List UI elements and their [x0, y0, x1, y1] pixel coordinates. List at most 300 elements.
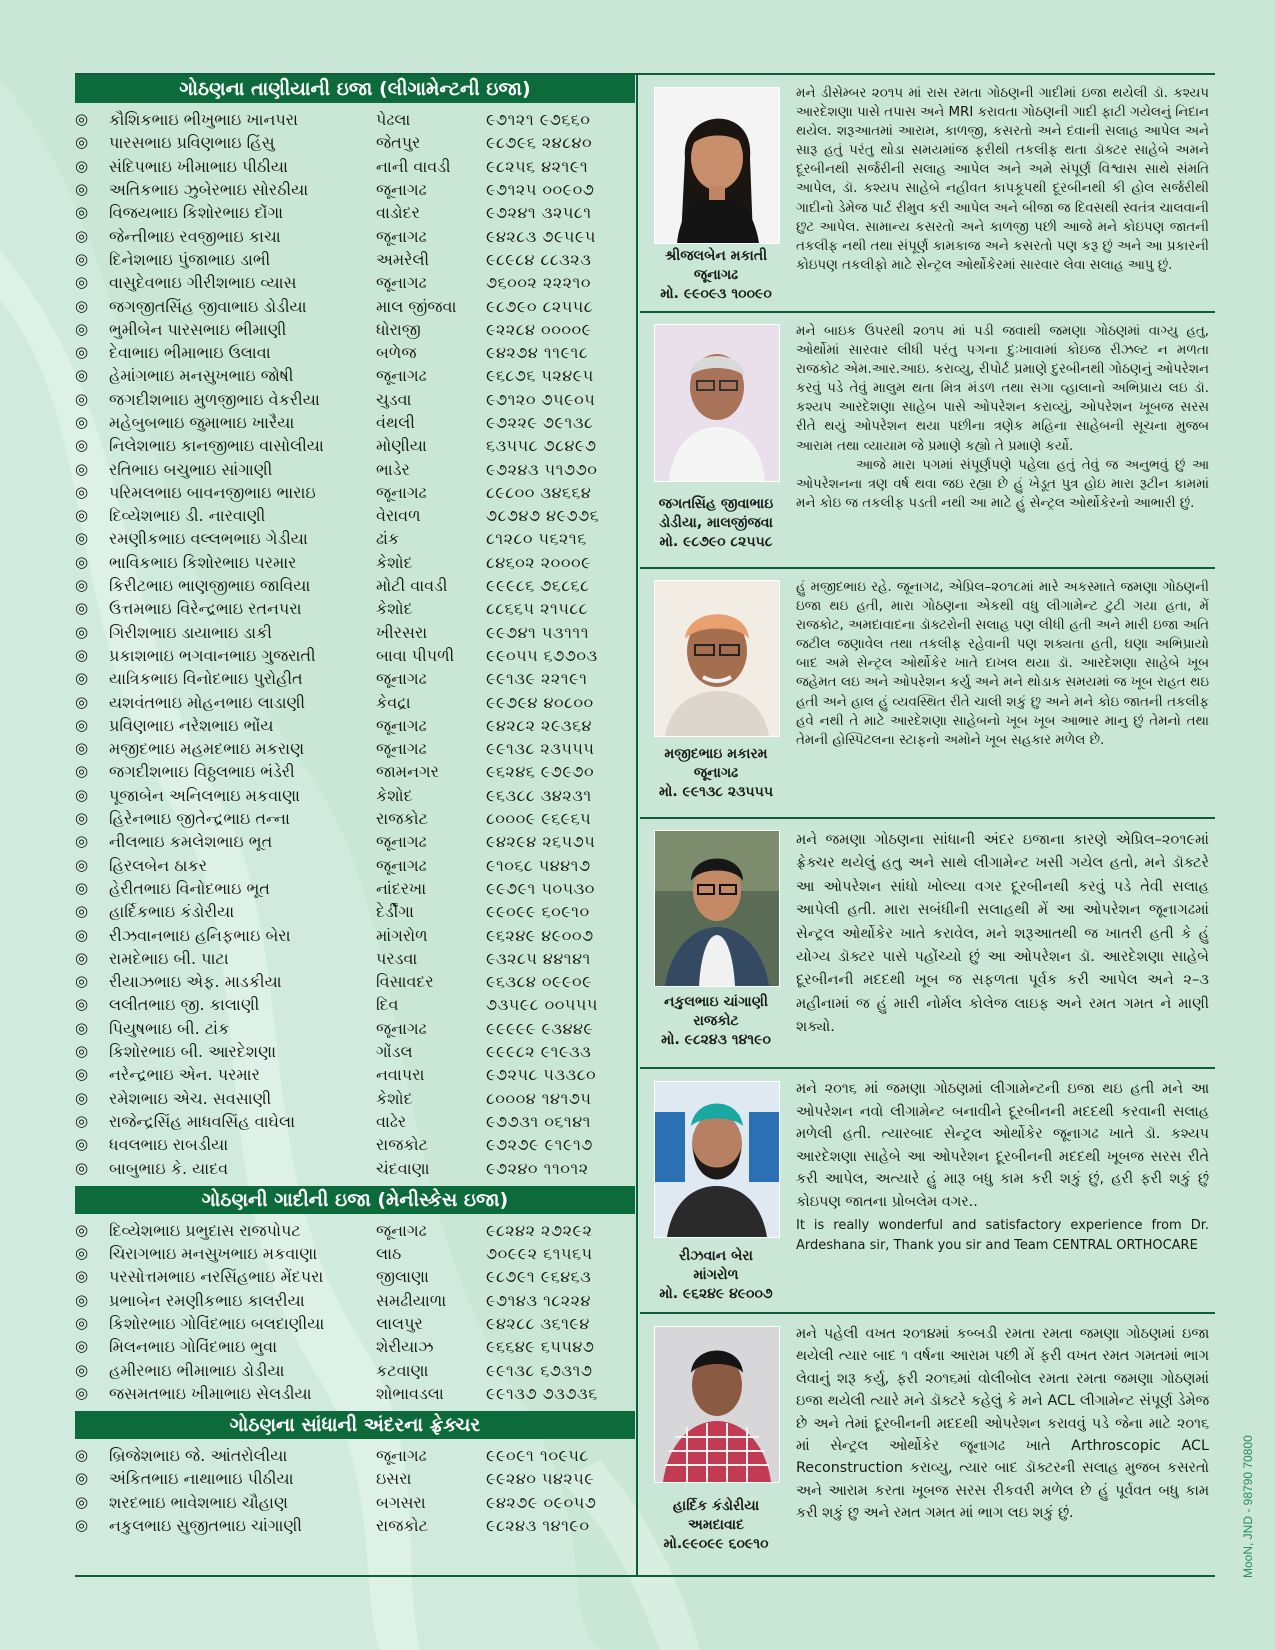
list-item	[75, 388, 635, 411]
patient-city: જૂનાગઢ	[376, 273, 427, 293]
patient-caption	[640, 247, 792, 304]
patient-name: ધવલભાઇ રાબડીયા	[109, 1135, 229, 1155]
patient-name: નિલેશભાઇ કાનજીભાઇ વાસોલીયા	[109, 436, 324, 456]
patient-phone: મો. ૯૮૨૪૩ ૧૪૧૯૦	[661, 1032, 771, 1048]
patient-city: જૂનાગઢ	[376, 715, 427, 735]
bullet-icon: ◎	[75, 1516, 89, 1535]
patient-city: વેરાવળ	[376, 506, 421, 526]
patient-city: જૂનાગઢ	[376, 226, 427, 246]
patient-name: હમીરભાઇ ભીમાભાઇ ડોડીયા	[109, 1360, 285, 1380]
bullet-icon: ◎	[75, 482, 89, 501]
patient-phone: ૯૯૭૪૧ ૫૩૧૧૧	[486, 622, 590, 642]
bearded-male-portrait-icon	[655, 1082, 779, 1237]
bullet-icon: ◎	[75, 948, 89, 967]
patient-name: પ્રવિણભાઇ નરેશભાઇ ભોંય	[109, 715, 274, 735]
bullet-icon: ◎	[75, 529, 89, 548]
patient-city: માલ જીંજવા	[376, 296, 457, 316]
bullet-icon: ◎	[75, 1244, 89, 1263]
list-item	[75, 807, 635, 830]
patient-phone: ૯૯૯૮૬ ૭૬૮૬૮	[486, 576, 590, 596]
list-item	[75, 434, 635, 457]
patient-city: અમદાવાદ	[688, 1517, 744, 1533]
patient-phone: ૯૭૨૪૩ ૫૧૭૭૦	[486, 459, 598, 479]
bullet-icon: ◎	[75, 692, 89, 711]
patient-phone: મો. ૯૯૧૩૮ ૨૩૫૫૫	[658, 784, 774, 800]
list-item	[75, 1444, 635, 1467]
list-item	[75, 411, 635, 434]
patient-name: પરિમલભાઇ બાવનજીભાઇ ભારાઇ	[109, 482, 316, 502]
list-item	[75, 1312, 635, 1335]
patient-name: ભુમીબેન પારસભાઇ ભીમાણી	[109, 319, 287, 339]
patient-caption	[640, 1247, 792, 1304]
patient-city: બાવા પીપળી	[376, 645, 455, 665]
patient-name: જગજીતસિંહ જીવાભાઇ ડોડીયા	[109, 296, 307, 316]
patient-phone: ૮૮૬૬૫ ૨૧૫૮૮	[486, 599, 588, 619]
patient-city: જૂનાગઢ	[376, 739, 427, 759]
patient-phone: ૯૭૨૫૮ ૫૩૩૮૦	[486, 1065, 597, 1085]
patient-phone: ૯૪૨૮૨ ૨૯૩૬૪	[486, 715, 592, 735]
patient-phone: ૯૪૨૭૯ ૦૯૦૫૭	[486, 1492, 597, 1512]
list-item	[75, 1086, 635, 1109]
patient-phone: ૯૯૦૯૧ ૧૦૯૫૮	[486, 1446, 589, 1466]
bullet-icon: ◎	[75, 1135, 89, 1154]
testimonial-text	[796, 1078, 1209, 1256]
patient-city: કેશોદ	[376, 552, 413, 572]
patient-phone: ૯૧૦૬૮ ૫૪૪૧૭	[486, 855, 591, 875]
patient-phone: ૯૯૧૩૮ ૬૭૩૧૭	[486, 1360, 593, 1380]
patient-phone: મો. ૯૬૨૪૯ ૪૯૦૦૭	[659, 1286, 773, 1302]
bullet-icon: ◎	[75, 156, 89, 175]
bullet-icon: ◎	[75, 1065, 89, 1084]
patient-phone: ૮૦૦૦૯ ૯૬૯૬૫	[486, 809, 592, 829]
testimonial-paragraph: મને જમણા ગોઠણના સાંધાની અંદર ઇજાના કારણે એપ્રિલ–૨૦૧૯માં ફ્રેક્ચર થયેલું હતુ અને સાથે લીગામેન્ટ ખસી ગયેલ હતો, મને ડૉક્ટરે આ ઓપરેશન સાંધો ખોલ્યા વગર દૂરબીનથી કરવું પડે તેવી સલાહ આપેલી હતી. મારા સબંધીની સલાહથી મેં આ ઓપરેશન જૂનાગઢમાં સેન્ટ્રલ ઓર્થોકેર ખાતે કરાવેલ, મને શરૂઆતથી જ ખાતરી હતી કે હું યોગ્ય ડૉક્ટર પાસે પહોંચ્યો છું આ ઓપરેશન ડૉ. આરદેશણા સાહેબે દૂરબીનની મદદથી ખૂબ જ સફળતા પૂર્વક કરી આપેલ અને ૨–૩ મહીનામાં જ હું મારી નોર્મલ કોલેજ લાઇફ અને રમત ગમત ને માણી શક્યો.	[796, 831, 1209, 1036]
patient-name: રીયાઝભાઇ એફ. માડકીયા	[109, 972, 282, 992]
patient-name: શ્રીજલબેન મકાતી	[664, 248, 768, 264]
testimonial-text	[796, 84, 1209, 275]
patient-phone: ૯૨૨૮૪ ૦૦૦૦૯	[486, 319, 592, 339]
testimonial-text	[796, 1323, 1209, 1525]
patient-phone: ૯૬૩૮૪ ૦૯૯૦૯	[486, 972, 593, 992]
patient-phone: ૯૬૮૭૬ ૫૨૪૯૫	[486, 366, 594, 386]
patient-name: પ્રભાબેન રમણીકભાઇ કાલરીયા	[109, 1290, 305, 1310]
bullet-icon: ◎	[75, 925, 89, 944]
list-item	[75, 248, 635, 271]
patient-city: વાઢેર	[376, 1111, 407, 1131]
patient-phone: ૯૭૧૨૫ ૦૦૯૦૭	[486, 180, 595, 200]
list-item	[75, 341, 635, 364]
testimonial-card	[640, 1069, 1215, 1314]
bullet-icon: ◎	[75, 809, 89, 828]
patient-city: વાડોદર	[376, 203, 420, 223]
testimonial-card	[640, 1314, 1215, 1572]
bullet-icon: ◎	[75, 878, 89, 897]
patient-city: રાજકોટ	[376, 809, 428, 829]
patient-lists	[75, 75, 635, 1543]
meniscus-patient-list	[75, 1219, 635, 1405]
patient-name: નકુલભાઇ સુજીતભાઇ ચાંગાણી	[109, 1516, 302, 1536]
patient-phone: ૯૩૨૮૫ ૪૪૧૪૧	[486, 948, 591, 968]
bullet-icon: ◎	[75, 1446, 89, 1465]
patient-name: યાત્રિકભાઇ વિનોદભાઇ પુરોહીત	[109, 669, 303, 689]
list-item	[75, 900, 635, 923]
meniscus-section-title: ગોઠણની ગાદીની ઇજા (મેનીસ્કેસ ઇજા)	[75, 1186, 635, 1214]
patient-city: બળેજ	[376, 343, 417, 363]
patient-city: જૂનાગઢ	[376, 1220, 427, 1240]
patient-name: રમેશભાઇ એચ. સવસાણી	[109, 1088, 272, 1108]
patient-phone: ૯૯૧૩૭ ૭૩૭૩૬	[486, 1383, 598, 1403]
bottom-rule	[75, 1575, 1215, 1577]
patient-city: ચંદવાણા	[376, 1158, 430, 1178]
patient-city: જૂનાગઢ	[376, 366, 427, 386]
bullet-icon: ◎	[75, 855, 89, 874]
bullet-icon: ◎	[75, 389, 89, 408]
patient-name: પૂજાબેન અનિલભાઇ મકવાણા	[109, 785, 300, 805]
patient-name: રાજેન્દ્રસિંહ માધવસિંહ વાઘેલા	[109, 1111, 296, 1131]
patient-phone: ૯૭૧૨૦ ૭૫૯૦૫	[486, 389, 596, 409]
bullet-icon: ◎	[75, 203, 89, 222]
patient-name: સંદિપભાઇ ખીમાભાઇ પીઠીયા	[109, 156, 288, 176]
patient-name: હાર્દિક કંડોરીયા	[672, 1498, 760, 1514]
list-item	[75, 1265, 635, 1288]
patient-phone: મો. ૯૯૦૯૩ ૧૦૦૯૦	[660, 286, 772, 302]
patient-phone: ૭૬૦૦૨ ૨૨૨૧૦	[486, 273, 591, 293]
list-item	[75, 457, 635, 480]
patient-name: નકુલભાઇ ચાંગાણી	[664, 994, 768, 1010]
list-item	[75, 667, 635, 690]
bullet-icon: ◎	[75, 715, 89, 734]
bullet-icon: ◎	[75, 1383, 89, 1402]
patient-phone: ૯૭૭૩૧ ૦૬૧૪૧	[486, 1111, 591, 1131]
testimonial-card	[640, 569, 1215, 819]
bullet-icon: ◎	[75, 1267, 89, 1286]
testimonial-card	[640, 819, 1215, 1069]
patient-phone: મો.૯૯૦૯૯ ૬૦૯૧૦	[663, 1536, 769, 1552]
patient-city: વંથલી	[376, 413, 415, 432]
list-item	[75, 1382, 635, 1405]
bullet-icon: ◎	[75, 133, 89, 152]
bullet-icon: ◎	[75, 413, 89, 431]
list-item	[75, 551, 635, 574]
patient-name: મહેબુબભાઇ જુમાભાઇ ખારૈયા	[109, 413, 295, 432]
patient-name: જેન્તીભાઇ રવજીભાઇ કાચા	[109, 226, 281, 246]
credit-text: MooN, JND - 98790 70800	[1241, 1435, 1255, 1578]
patient-name: દિનેશભાઇ પુંજાભાઇ ડાભી	[109, 249, 271, 269]
bullet-icon: ◎	[75, 1290, 89, 1309]
testimonial-text	[796, 578, 1209, 750]
list-item	[75, 1017, 635, 1040]
patient-name: કિશોરભાઇ બી. આરદેશણા	[109, 1042, 276, 1062]
bullet-icon: ◎	[75, 110, 89, 129]
patient-caption	[640, 745, 792, 802]
bullet-icon: ◎	[75, 343, 89, 362]
list-item	[75, 364, 635, 387]
patient-city: જામનગર	[376, 762, 439, 782]
young-male-portrait-icon	[655, 831, 779, 986]
list-item	[75, 108, 635, 131]
patient-name: દિવ્યેશભાઇ ડી. નારવાણી	[109, 506, 266, 526]
patient-city: કટવાણા	[376, 1360, 429, 1380]
bullet-icon: ◎	[75, 436, 89, 455]
patient-city: કેશોદ	[376, 599, 413, 619]
patient-phone: ૯૪૨૮૮ ૩૬૧૯૪	[486, 1313, 590, 1333]
patient-phone: ૯૯૦૫૫ ૬૭૭૦૩	[486, 645, 598, 665]
patient-name: જગતસિંહ જીવાભાઇ ડોડીયા, માલજીંજવા	[658, 496, 774, 531]
list-item	[75, 224, 635, 247]
patient-name: બ્રિજેશભાઇ જે. આંતરોલીયા	[109, 1446, 288, 1466]
testimonial-paragraph: મને બાઇક ઉપરથી ૨૦૧૫ માં પડી જવાથી જમણા ગોઠણમાં વાગ્યુ હતુ, ઓર્થોમાં સારવાર લીધી પરંતુ પગના દુઃખાવામાં કોઇજ રીઝલ્ટ ન મળતા રાજકોટ એમ.આર.આઇ. કરાવ્યુ, રીપોર્ટ પ્રમાણે દુરબીનથી ગોઠણનું ઓપરેશન કરવું પડે તેવું માલુમ થતા મિત્ર મંડળ તથા સગા વ્હાલાનો અભિપ્રાય લઇ ડૉ. કશ્યપ આરદેશણા સાહેબ પાસે ઓપરેશન કરાવ્યું, ઓપરેશન ખૂબજ સરસ રીતે થયું ઓપરેશન થયા પછીના ત્રણેક મહિના સાહેબની સૂચના મુજબ આરામ તથા વ્યાયામ જે પ્રમાણે કહ્યો તે પ્રમાણે કર્યો.	[796, 324, 1209, 454]
patient-name: રતિભાઇ બચુભાઇ સાંગાણી	[109, 459, 273, 479]
testimonial-paragraph-english: It is really wonderful and satisfactory experience from Dr. Ardeshana sir, Thank you sir and Team CENTRAL ORTHOCARE	[796, 1217, 1209, 1253]
list-item	[75, 201, 635, 224]
patient-phone: ૬૩૫૫૮ ૭૮૪૯૭	[486, 436, 597, 456]
list-item	[75, 294, 635, 317]
patient-name: દેવાભાઇ ભીમાભાઇ ઉલાવા	[109, 343, 271, 363]
patient-phone: ૯૬૨૪૯ ૪૯૦૦૭	[486, 925, 594, 945]
patient-name: અંકિતભાઇ નાથાભાઇ પીઠીયા	[109, 1469, 294, 1489]
bullet-icon: ◎	[75, 552, 89, 571]
patient-name: વિજયભાઇ કિશોરભાઇ દોંગા	[109, 203, 284, 223]
patient-city: દિવ	[376, 995, 399, 1015]
patient-photo	[654, 1326, 780, 1483]
patient-phone: ૮૪૬૦૨ ૨૦૦૦૯	[486, 552, 592, 572]
bullet-icon: ◎	[75, 1158, 89, 1177]
testimonial-paragraph: મને પહેલી વખત ૨૦૧૪માં કબ્બડી રમતા રમતા જમણા ગોઠણમાં ઇજા થયેલી ત્યાર બાદ ૧ વર્ષના આરામ પછી મેં ફરી વખત રમત ગમતમાં ભાગ લેવાનું શરૂ કર્યુ, ફરી ૨૦૧૬માં વોલીબોલ રમતા રમતા જમણા ગોઠણમાં ઇજા થયેલી ત્યારે મને ડૉક્ટરે કહેલું કે મને ACL લીગામેન્ટ સંપૂર્ણ ડેમેજ છે અને તેમાં દૂરબીનની મદદથી ઓપરેશન કરાવવું પડે જેના માટે ૨૦૧૬ માં સેન્ટ્રલ ઓર્થોકેર જૂનાગઢ ખાતે Arthroscopic ACL Reconstruction કરાવ્યુ, ત્યાર બાદ ડૉક્ટરની સલાહ મુજબ કસરતો અને આરામ કરતા ખૂબજ સરસ રીકવરી મળેલ છે હું પૂર્વવત બધુ કામ કરી શકું છુ અને રમત ગમત માં ભાગ લઇ શકું છું.	[796, 1326, 1209, 1522]
patient-city: ભાડેર	[376, 459, 410, 479]
patient-phone: ૯૭૨૪૧ ૩૨૫૮૧	[486, 203, 592, 223]
column-divider	[636, 75, 638, 1575]
patient-name: રમણીકભાઇ વલ્લભભાઇ ગેડીયા	[109, 529, 308, 549]
patient-city: અમરેલી	[376, 249, 430, 269]
patient-city: રાજકોટ	[376, 1135, 428, 1155]
list-item	[75, 1289, 635, 1312]
bullet-icon: ◎	[75, 459, 89, 478]
patient-name: મજીદભાઇ મકારમ	[664, 746, 768, 762]
patient-photo	[654, 324, 780, 482]
list-item	[75, 318, 635, 341]
list-item	[75, 527, 635, 550]
bullet-icon: ◎	[75, 599, 89, 618]
patient-phone: ૯૬૬૪૯ ૬૫૫૪૭	[486, 1337, 595, 1357]
bullet-icon: ◎	[75, 249, 89, 268]
patient-city: વિસાવદર	[376, 972, 434, 992]
list-item	[75, 1491, 635, 1514]
testimonial-paragraph: મને ડીસેમ્બર ૨૦૧૫ માં રાસ રમતા ગોઠણની ગાદીમાં ઇજા થયેલી ડૉ. કશ્યપ આરદેશણા પાસે તપાસ અને MRI કરાવતા ગોઠણની ગાદી ફાટી ગયેલનું નિદાન થયેલ. શરૂઆતમાં આરામ, કાળજી, કસરતો અને દવાની સલાહ આપેલ અને સારૂ હતું પરંતુ થોડા સમયમાંજ ફરીથી તકલીફ થતા ડૉક્ટર સાહેબે અમને દૂરબીનથી સર્જરીની સલાહ આપેલ અને અમે સંપૂર્ણ વિશ્વાસ સાથે સંમતિ આપેલ, ડૉ. કશ્યપ સાહેબે નહીવત કાપકૂપથી દૂરબીનથી કી હોલ સર્જરીથી ગાદીનો ડેમેજ પાર્ટ રીમુવ કરી આપેલ અને બીજા જ દિવસથી સ્વતંત્ર ચાલવાની છુટ આપેલ. સામાન્ય કસરતો અને કાળજી પછી આજે મને કોઇપણ જાતની તકલીફ નથી તથા સંપૂર્ણ કામકાજ અને કસરતો પણ કરૂ છું અને આ પ્રકારની કોઇપણ તકલીફો માટે સેન્ટ્રલ ઓર્થોકેરમાં સારવાર લેવા સલાહ આપુ છું.	[796, 86, 1209, 273]
patient-name: પિયુષભાઇ બી. ટાંક	[109, 1018, 230, 1038]
patient-name: યશવંતભાઇ મોહનભાઇ લાડાણી	[109, 692, 306, 712]
patient-city: જૂનાગઢ	[376, 832, 427, 852]
patient-city: માંગરોળ	[376, 925, 428, 945]
list-item	[75, 737, 635, 760]
bullet-icon: ◎	[75, 1042, 89, 1061]
list-item	[75, 1219, 635, 1242]
patient-city: શેરીયાઝ	[376, 1337, 434, 1357]
list-item	[75, 1358, 635, 1381]
patient-photo	[654, 87, 780, 244]
list-item	[75, 690, 635, 713]
patient-name: રામદેભાઇ બી. પાટા	[109, 948, 229, 968]
patient-name: હાર્દિકભાઇ કંડોરીયા	[109, 902, 235, 922]
testimonials	[640, 75, 1215, 1572]
bullet-icon: ◎	[75, 645, 89, 664]
patient-name: પારસભાઇ પ્રવિણભાઇ હિંસુ	[109, 133, 275, 153]
bullet-icon: ◎	[75, 622, 89, 641]
patient-name: પરસોત્તમભાઇ નરસિંહભાઇ મેંદપરા	[109, 1267, 324, 1287]
patient-name: ઉત્તમભાઇ વિરેન્દ્રભાઇ રતનપરા	[109, 599, 302, 619]
bullet-icon: ◎	[75, 762, 89, 781]
list-item	[75, 784, 635, 807]
patient-phone: ૯૬૩૮૮ ૩૪૨૩૧	[486, 785, 592, 805]
list-item	[75, 1110, 635, 1133]
patient-name: અતિકભાઇ ઝુબેરભાઇ સોરઠીયા	[109, 180, 309, 200]
patient-photo	[654, 1081, 780, 1238]
patient-city: જૂનાગઢ	[376, 855, 427, 875]
patient-city: જૂનાગઢ	[693, 765, 739, 781]
bullet-icon: ◎	[75, 1220, 89, 1239]
list-item	[75, 1063, 635, 1086]
patient-city: મોટી વાવડી	[376, 576, 448, 596]
bullet-icon: ◎	[75, 995, 89, 1014]
patient-phone: ૯૪૨૯૪ ૨૬૫૭૫	[486, 832, 596, 852]
patient-city: ચુડવા	[376, 389, 412, 409]
bullet-icon: ◎	[75, 1337, 89, 1356]
list-item	[75, 1242, 635, 1265]
patient-phone: ૯૮૯૮૪ ૮૮૩૨૩	[486, 249, 592, 269]
designer-credit	[1238, 1410, 1258, 1580]
bullet-icon: ◎	[75, 1469, 89, 1488]
patient-name: મિલનભાઇ ગોવિંદભાઇ ભુવા	[109, 1337, 278, 1357]
patient-name: હેરીતભાઇ વિનોદભાઇ ભૂત	[109, 878, 270, 898]
bullet-icon: ◎	[75, 972, 89, 991]
bullet-icon: ◎	[75, 785, 89, 804]
patient-phone: ૯૮૭૯૬ ૨૪૮૪૦	[486, 133, 593, 153]
patient-caption	[640, 993, 792, 1050]
patient-phone: ૮૧૨૮૦ ૫૬૨૧૬	[486, 529, 587, 549]
patient-city: ધોરાજી	[376, 319, 421, 339]
list-item	[75, 504, 635, 527]
patient-phone: ૯૯૯૯૯ ૯૩૪૪૯	[486, 1018, 594, 1038]
list-item	[75, 1040, 635, 1063]
patient-city: દેર્ડીંગા	[376, 902, 414, 922]
list-item	[75, 993, 635, 1016]
male-portrait-icon	[655, 325, 779, 481]
patient-city: ખીરસરા	[376, 622, 428, 642]
female-portrait-icon	[655, 88, 779, 243]
list-item	[75, 1514, 635, 1537]
patient-name: કિરીટભાઇ ભાણજીભાઇ જાવિયા	[109, 576, 311, 596]
bullet-icon: ◎	[75, 1111, 89, 1130]
list-item	[75, 574, 635, 597]
bullet-icon: ◎	[75, 1360, 89, 1379]
patient-caption	[640, 1497, 792, 1554]
elderly-male-portrait-icon	[655, 581, 779, 736]
patient-name: હેમાંગભાઇ મનસુખભાઇ જોષી	[109, 366, 294, 386]
patient-phone: ૯૪૨૮૩ ૭૯૫૯૫	[486, 226, 596, 246]
patient-name: નીલભાઇ કમલેશભાઇ ભૂત	[109, 832, 273, 852]
bullet-icon: ◎	[75, 366, 89, 385]
ligament-section-title: ગોઠણના તાણીયાની ઇજા (લીગામેન્ટની ઇજા)	[75, 75, 635, 103]
list-item	[75, 481, 635, 504]
patient-phone: ૭૩૫૯૮ ૦૦૫૫૫	[486, 995, 598, 1015]
bullet-icon: ◎	[75, 902, 89, 921]
list-item	[75, 271, 635, 294]
patient-city: કેશોદ	[376, 785, 413, 805]
testimonial-text	[796, 322, 1209, 513]
bullet-icon: ◎	[75, 669, 89, 688]
patient-city: શોભાવડલા	[376, 1383, 444, 1403]
patient-name: કૌશિકભાઇ ભીખુભાઇ ખાનપરા	[109, 110, 298, 130]
list-item	[75, 1133, 635, 1156]
patient-phone: ૯૯૭૯૧ ૫૦૫૩૦	[486, 878, 595, 898]
patient-city: મોણીયા	[376, 436, 427, 456]
patient-name: પ્રકાશભાઇ ભગવાનભાઇ ગુજરાતી	[109, 645, 316, 665]
bullet-icon: ◎	[75, 273, 89, 292]
bullet-icon: ◎	[75, 576, 89, 595]
patient-phone: ૯૭૨૪૦ ૧૧૦૧૨	[486, 1158, 589, 1178]
patient-city: કેવદ્રા	[376, 692, 411, 712]
patient-phone: ૯૯૯૮૨ ૯૧૯૩૩	[486, 1042, 592, 1062]
list-item	[75, 854, 635, 877]
patient-phone: ૭૮૭૪૭ ૪૯૭૭૬	[486, 506, 600, 526]
bullet-icon: ◎	[75, 1492, 89, 1511]
patient-name: કિશોરભાઇ ગોવિંદભાઇ બલદાણીયા	[109, 1313, 325, 1333]
bullet-icon: ◎	[75, 180, 89, 199]
patient-name: જગદીશભાઇ મુળજીભાઇ વેકરીયા	[109, 389, 320, 409]
patient-photo	[654, 580, 780, 737]
patient-phone: ૯૭૨૭૯ ૯૧૯૧૭	[486, 1135, 593, 1155]
patient-city: જૂનાગઢ	[376, 1018, 427, 1038]
patient-city: ઢાંક	[376, 529, 400, 549]
patient-phone: ૮૦૦૦૪ ૧૪૧૭૫	[486, 1088, 592, 1108]
patient-name: નરેન્દ્રભાઇ એન. પરમાર	[109, 1065, 260, 1085]
patient-city: રાજકોટ	[693, 1013, 739, 1029]
list-item	[75, 131, 635, 154]
patient-city: જૂનાગઢ	[693, 267, 739, 283]
patient-phone: ૯૬૨૪૬ ૯૭૯૭૦	[486, 762, 595, 782]
patient-photo	[654, 830, 780, 987]
ligament-patient-list	[75, 108, 635, 1180]
patient-city: ગોંડલ	[376, 1042, 413, 1062]
patient-city: જીલાણા	[376, 1267, 429, 1287]
patient-city: નાંદરખા	[376, 878, 427, 898]
patient-name: લલીતભાઇ જી. કાલાણી	[109, 995, 260, 1015]
testimonial-paragraph: મને ૨૦૧૬ માં જમણા ગોઠણમાં લીગામેન્ટની ઇજા થઇ હતી મને આ ઓપરેશન નવો લીગામેન્ટ બનાવીને દૂરબીનની મદદથી કરવાની સલાહ મળેલી હતી. ત્યારબાદ સેન્ટ્રલ ઓર્થોકેર જૂનાગઢ ખાતે ડૉ. કશ્યપ આરદેશણા સાહેબે આ ઓપરેશન દૂરબીનની મદદથી ખૂબજ સરસ રીતે કરી આપેલ, અત્યારે હું મારૂ બધુ કામ કરી શકું છું, હરી ફરી શકું છું કોઇપણ જાતના પ્રોબલેમ વગર..	[796, 1081, 1209, 1210]
bullet-icon: ◎	[75, 832, 89, 851]
testimonial-card	[640, 313, 1215, 569]
patient-phone: ૯૮૨૫૬ ૪૨૧૯૧	[486, 156, 589, 176]
patient-phone: ૯૪૨૭૪ ૧૧૯૧૮	[486, 343, 589, 363]
patient-city: પરડવા	[376, 948, 418, 968]
patient-name: દિવ્યેશભાઇ પ્રભુદાસ રાજપોપટ	[109, 1220, 301, 1240]
patient-name: ભાવિકભાઇ કિશોરભાઇ પરમાર	[109, 552, 297, 572]
patient-phone: ૯૯૭૯૪ ૪૦૮૦૦	[486, 692, 594, 712]
patient-phone: ૯૯૧૩૮ ૨૩૫૫૫	[486, 739, 595, 759]
patient-phone: ૯૭૧૨૧ ૯૭૬૬૦	[486, 110, 591, 130]
patient-city: લાલપુર	[376, 1313, 423, 1333]
patient-name: હિરલબેન ઠાકર	[109, 855, 208, 875]
patient-city: નવાપરા	[376, 1065, 425, 1085]
bullet-icon: ◎	[75, 506, 89, 525]
patient-phone: ૯૯૧૩૯ ૨૨૧૯૧	[486, 669, 588, 689]
patient-city: રાજકોટ	[376, 1516, 428, 1536]
patient-name: હિરેનભાઇ જીતેન્દ્રભાઇ તન્ના	[109, 809, 290, 829]
patient-city: કેશોદ	[376, 1088, 413, 1108]
list-item	[75, 877, 635, 900]
patient-name: બાબુભાઇ કે. યાદવ	[109, 1158, 229, 1178]
patient-name: રીઝવાન બેરા	[679, 1248, 753, 1264]
patient-phone: ૯૭૨૨૯ ૭૯૧૩૮	[486, 413, 594, 432]
patient-phone: ૯૯૨૪૦ ૫૪૨૫૯	[486, 1469, 595, 1489]
patient-city: નાની વાવડી	[376, 156, 451, 176]
